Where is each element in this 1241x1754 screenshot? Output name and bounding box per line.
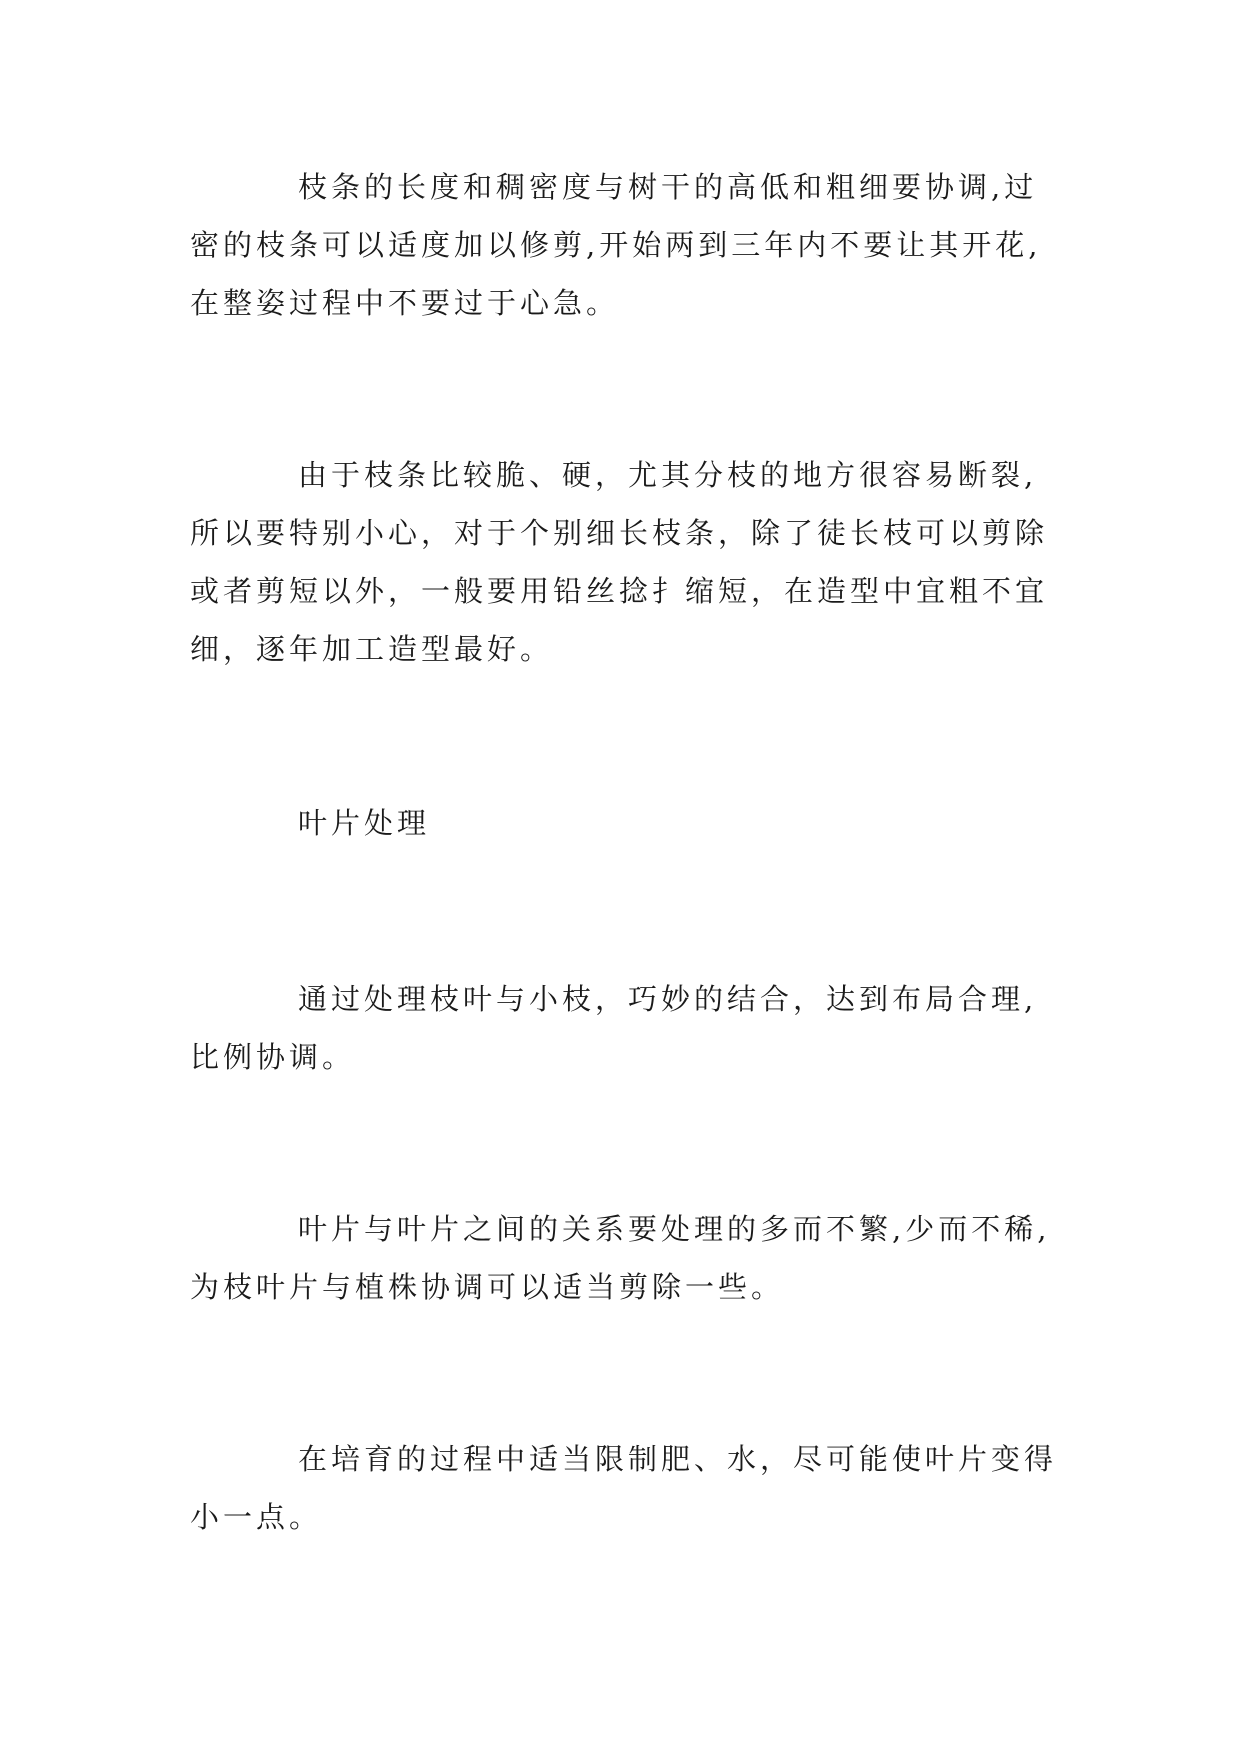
paragraph-line: 密的枝条可以适度加以修剪,开始两到三年内不要让其开花,: [190, 228, 1042, 262]
section-heading-leaf-treatment: [190, 794, 1070, 852]
paragraph-leaf-size: [190, 1430, 1070, 1546]
paragraph-line: 由于枝条比较脆、硬，尤其分枝的地方很容易断裂,: [298, 458, 1038, 492]
paragraph-line: 在培育的过程中适当限制肥、水，尽可能使叶片变得: [298, 1442, 1058, 1476]
paragraph-leaf-layout: [190, 970, 1070, 1086]
paragraph-line: 细，逐年加工造型最好。: [190, 632, 554, 666]
paragraph-line: 比例协调。: [190, 1040, 356, 1074]
paragraph-line: 枝条的长度和稠密度与树干的高低和粗细要协调,过: [298, 170, 1038, 204]
paragraph-branch-length: [190, 158, 1070, 332]
paragraph-line: 为枝叶片与植株协调可以适当剪除一些。: [190, 1270, 785, 1304]
paragraph-line: 或者剪短以外，一般要用铅丝捻扌缩短，在造型中宜粗不宜: [190, 574, 1049, 608]
paragraph-line: 所以要特别小心，对于个别细长枝条，除了徒长枝可以剪除: [190, 516, 1049, 550]
paragraph-line: 叶片与叶片之间的关系要处理的多而不繁,少而不稀,: [298, 1212, 1051, 1246]
paragraph-line: 小一点。: [190, 1500, 323, 1534]
paragraph-branch-fragility: [190, 446, 1070, 678]
paragraph-line: 通过处理枝叶与小枝，巧妙的结合，达到布局合理,: [298, 982, 1038, 1016]
paragraph-leaf-density: [190, 1200, 1070, 1316]
section-heading: 叶片处理: [298, 806, 431, 840]
paragraph-line: 在整姿过程中不要过于心急。: [190, 286, 620, 320]
